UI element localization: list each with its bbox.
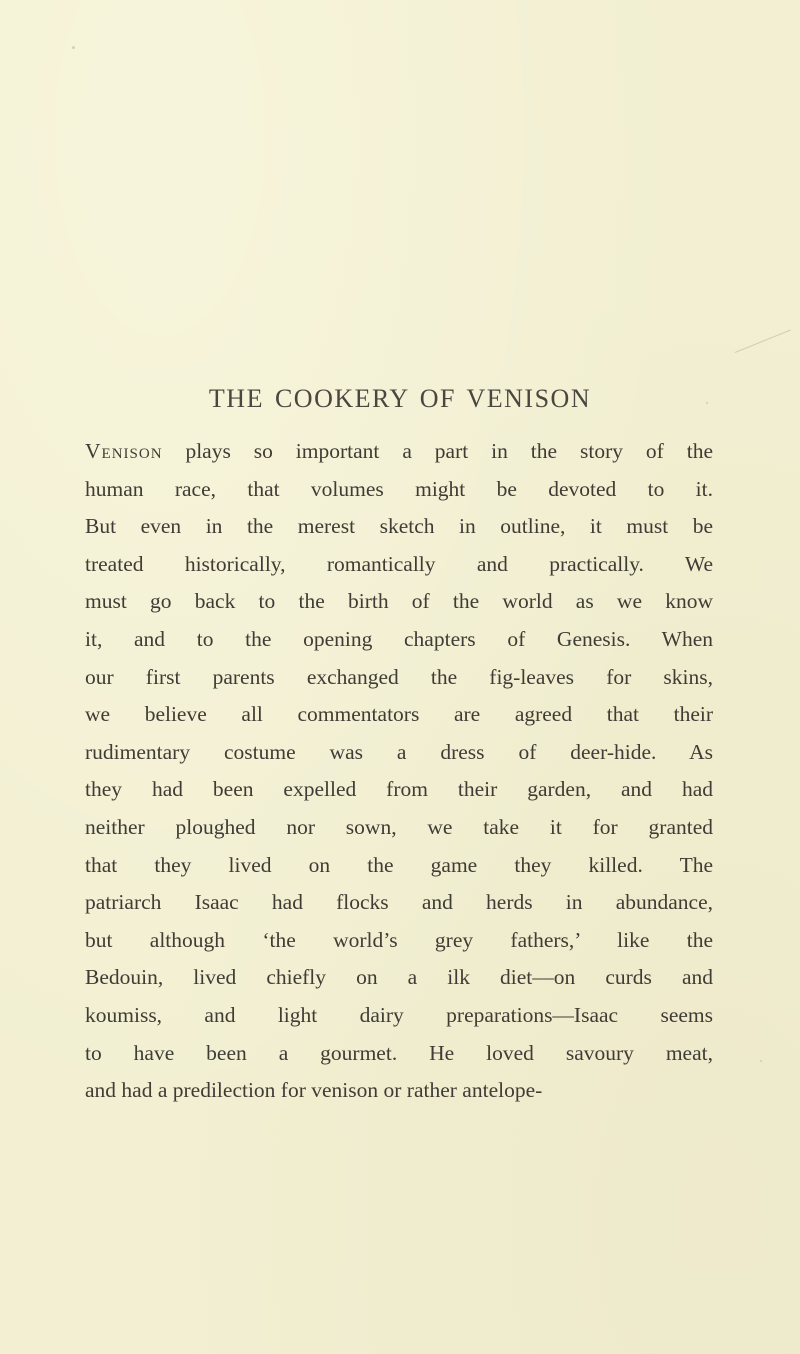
text-line: that they lived on the game they killed. The [85,852,713,877]
body-paragraph [85,433,713,1110]
text-line: But even in the merest sketch in outline, it must be [85,514,713,539]
paper-crease [735,330,791,353]
text-line [85,433,713,471]
text-line: koumiss, and light dairy preparations—Isaac seems [85,1002,713,1027]
text-line: they had been expelled from their garden, and had [85,777,713,802]
text-line: must go back to the birth of the world as we know [85,589,713,614]
text-line: treated historically, romantically and practically. We [85,551,713,576]
text-line: rudimentary costume was a dress of deer-hide. As [85,739,713,764]
first-line-rest: plays so important a part in the story of the [162,439,713,463]
paper-speck [72,46,75,49]
text-line: Bedouin, lived chiefly on a ilk diet—on curds and [85,965,713,990]
lead-word: Venison [85,439,163,463]
text-line: patriarch Isaac had flocks and herds in abundance, [85,890,713,915]
text-line: we believe all commentators are agreed that their [85,702,713,727]
text-line: our first parents exchanged the fig-leaves for skins, [85,664,713,689]
paper-speck [760,1060,762,1062]
text-line: and had a predilection for venison or rather antelope- [85,1078,543,1103]
text-line: human race, that volumes might be devoted to it. [85,476,713,501]
text-line: neither ploughed nor sown, we take it for granted [85,814,713,839]
text-line: but although ‘the world’s grey fathers,’ like the [85,927,713,952]
text-line: to have been a gourmet. He loved savoury meat, [85,1040,713,1065]
chapter-title: THE COOKERY OF VENISON [208,384,592,413]
text-line: it, and to the opening chapters of Genesis. When [85,626,713,651]
